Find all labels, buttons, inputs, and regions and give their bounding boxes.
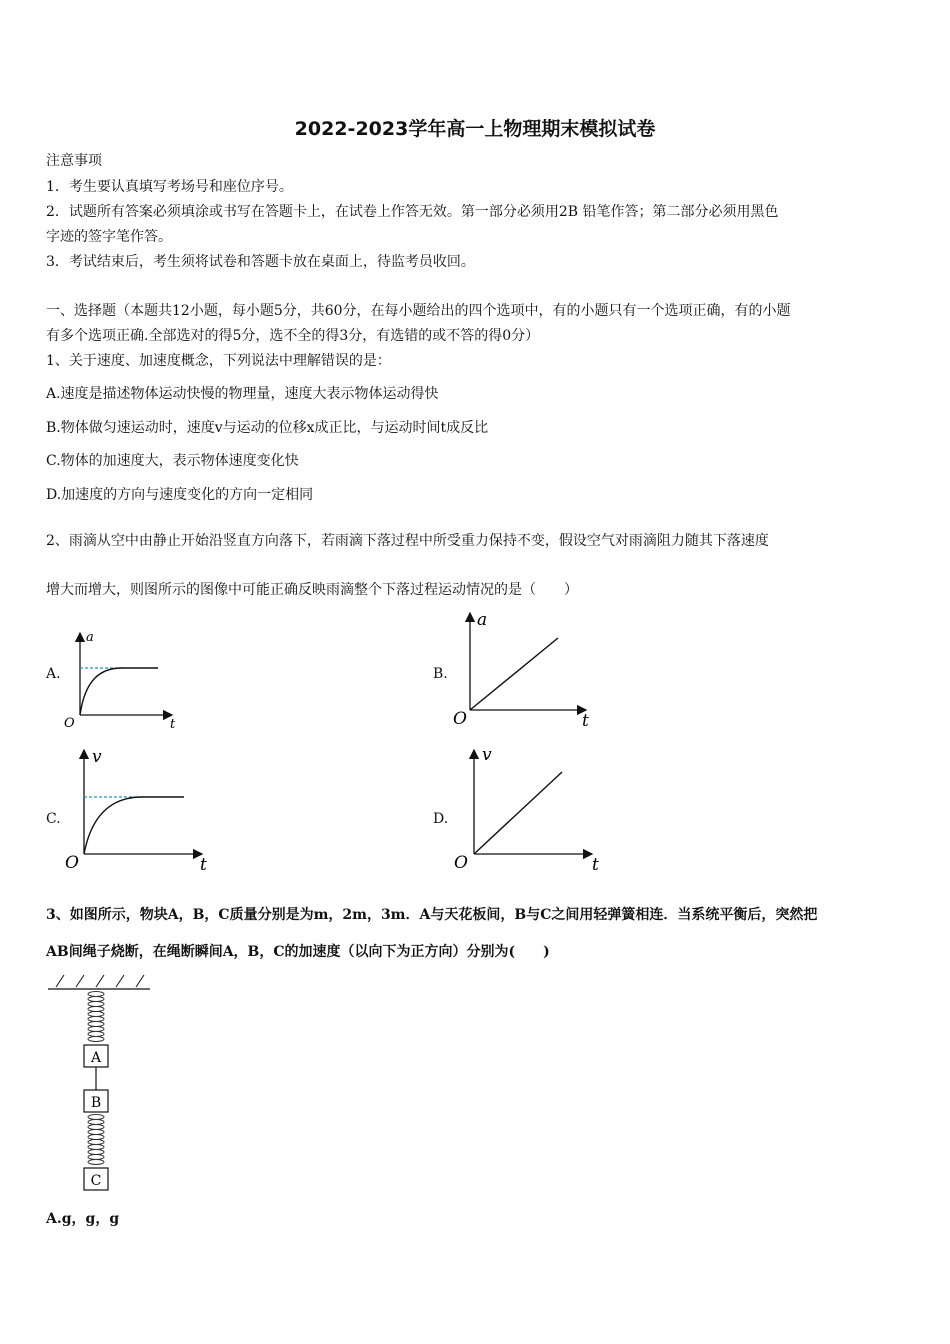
q2-graph-d-label: D. <box>433 811 449 827</box>
q2-graph-d-origin: O <box>454 853 468 873</box>
q2-graph-a-y-label: a <box>86 630 94 645</box>
q3-stem-line1: 3、如图所示，物块A，B，C质量分别是为m，2m，3m．A与天花板间，B与C之间用轻弹簧相连．当系统平衡后，突然把 <box>46 907 818 923</box>
q2-graph-a-label: A. <box>46 666 61 682</box>
q2-graph-c-origin: O <box>65 853 79 873</box>
q3-block-a: A <box>90 1050 102 1066</box>
q2-graph-b-x-label: t <box>582 711 589 731</box>
q1-stem: 1、关于速度、加速度概念，下列说法中理解错误的是： <box>46 353 391 369</box>
q1-option-b: B.物体做匀速运动时，速度v与运动的位移x成正比，与运动时间t成反比 <box>46 420 489 436</box>
q2-graph-d-x-label: t <box>592 855 599 875</box>
q2-graph-a <box>60 625 190 735</box>
q2-graph-c <box>62 742 217 877</box>
notice-item-1: 1．考生要认真填写考场号和座位序号。 <box>46 179 293 195</box>
q2-graph-c-x-label: t <box>200 855 207 875</box>
section1-intro-line2: 有多个选项正确.全部选对的得5分，选不全的得3分，有选错的或不答的得0分） <box>46 328 540 344</box>
notice-item-3: 3．考试结束后，考生须将试卷和答题卡放在桌面上，待监考员收回。 <box>46 254 475 270</box>
q2-graph-c-y-label: v <box>92 747 102 767</box>
q2-graph-d <box>452 742 607 877</box>
notice-heading: 注意事项 <box>46 153 102 169</box>
q2-graph-b-label: B. <box>433 666 448 682</box>
section1-intro-line1: 一、选择题（本题共12小题，每小题5分，共60分，在每小题给出的四个选项中，有的小题只有一个选项正确，有的小题 <box>46 303 791 319</box>
q3-block-b: B <box>90 1095 102 1111</box>
q2-graph-c-label: C. <box>46 811 61 827</box>
page-title: 2022-2023学年高一上物理期末模拟试卷 <box>294 118 656 140</box>
q2-stem-line2: 增大而增大，则图所示的图像中可能正确反映雨滴整个下落过程运动情况的是（ ） <box>46 582 578 598</box>
q3-spring-diagram <box>44 970 159 1195</box>
q3-block-c: C <box>90 1173 102 1189</box>
q2-graph-a-x-label: t <box>170 717 176 732</box>
notice-item-2: 2．试题所有答案必须填涂或书写在答题卡上，在试卷上作答无效。第一部分必须用2B 铅笔作答；第二部分必须用黑色 <box>46 204 779 220</box>
q2-stem-line1: 2、雨滴从空中由静止开始沿竖直方向落下，若雨滴下落过程中所受重力保持不变，假设空气对雨滴阻力随其下落速度 <box>46 533 769 549</box>
q1-option-d: D.加速度的方向与速度变化的方向一定相同 <box>46 487 314 503</box>
q3-option-a: A.g，g，g <box>46 1211 120 1227</box>
q2-graph-b <box>450 605 600 735</box>
q1-option-a: A.速度是描述物体运动快慢的物理量，速度大表示物体运动得快 <box>46 386 439 402</box>
q2-graph-b-origin: O <box>453 709 467 729</box>
q2-graph-b-y-label: a <box>477 610 488 630</box>
q2-graph-a-origin: O <box>64 716 75 731</box>
q1-option-c: C.物体的加速度大，表示物体速度变化快 <box>46 453 299 469</box>
q2-graph-d-y-label: v <box>482 745 492 765</box>
notice-item-2-cont: 字迹的签字笔作答。 <box>46 229 172 245</box>
q3-stem-line2: AB间绳子烧断，在绳断瞬间A，B，C的加速度（以向下为正方向）分别为( ) <box>46 944 550 960</box>
